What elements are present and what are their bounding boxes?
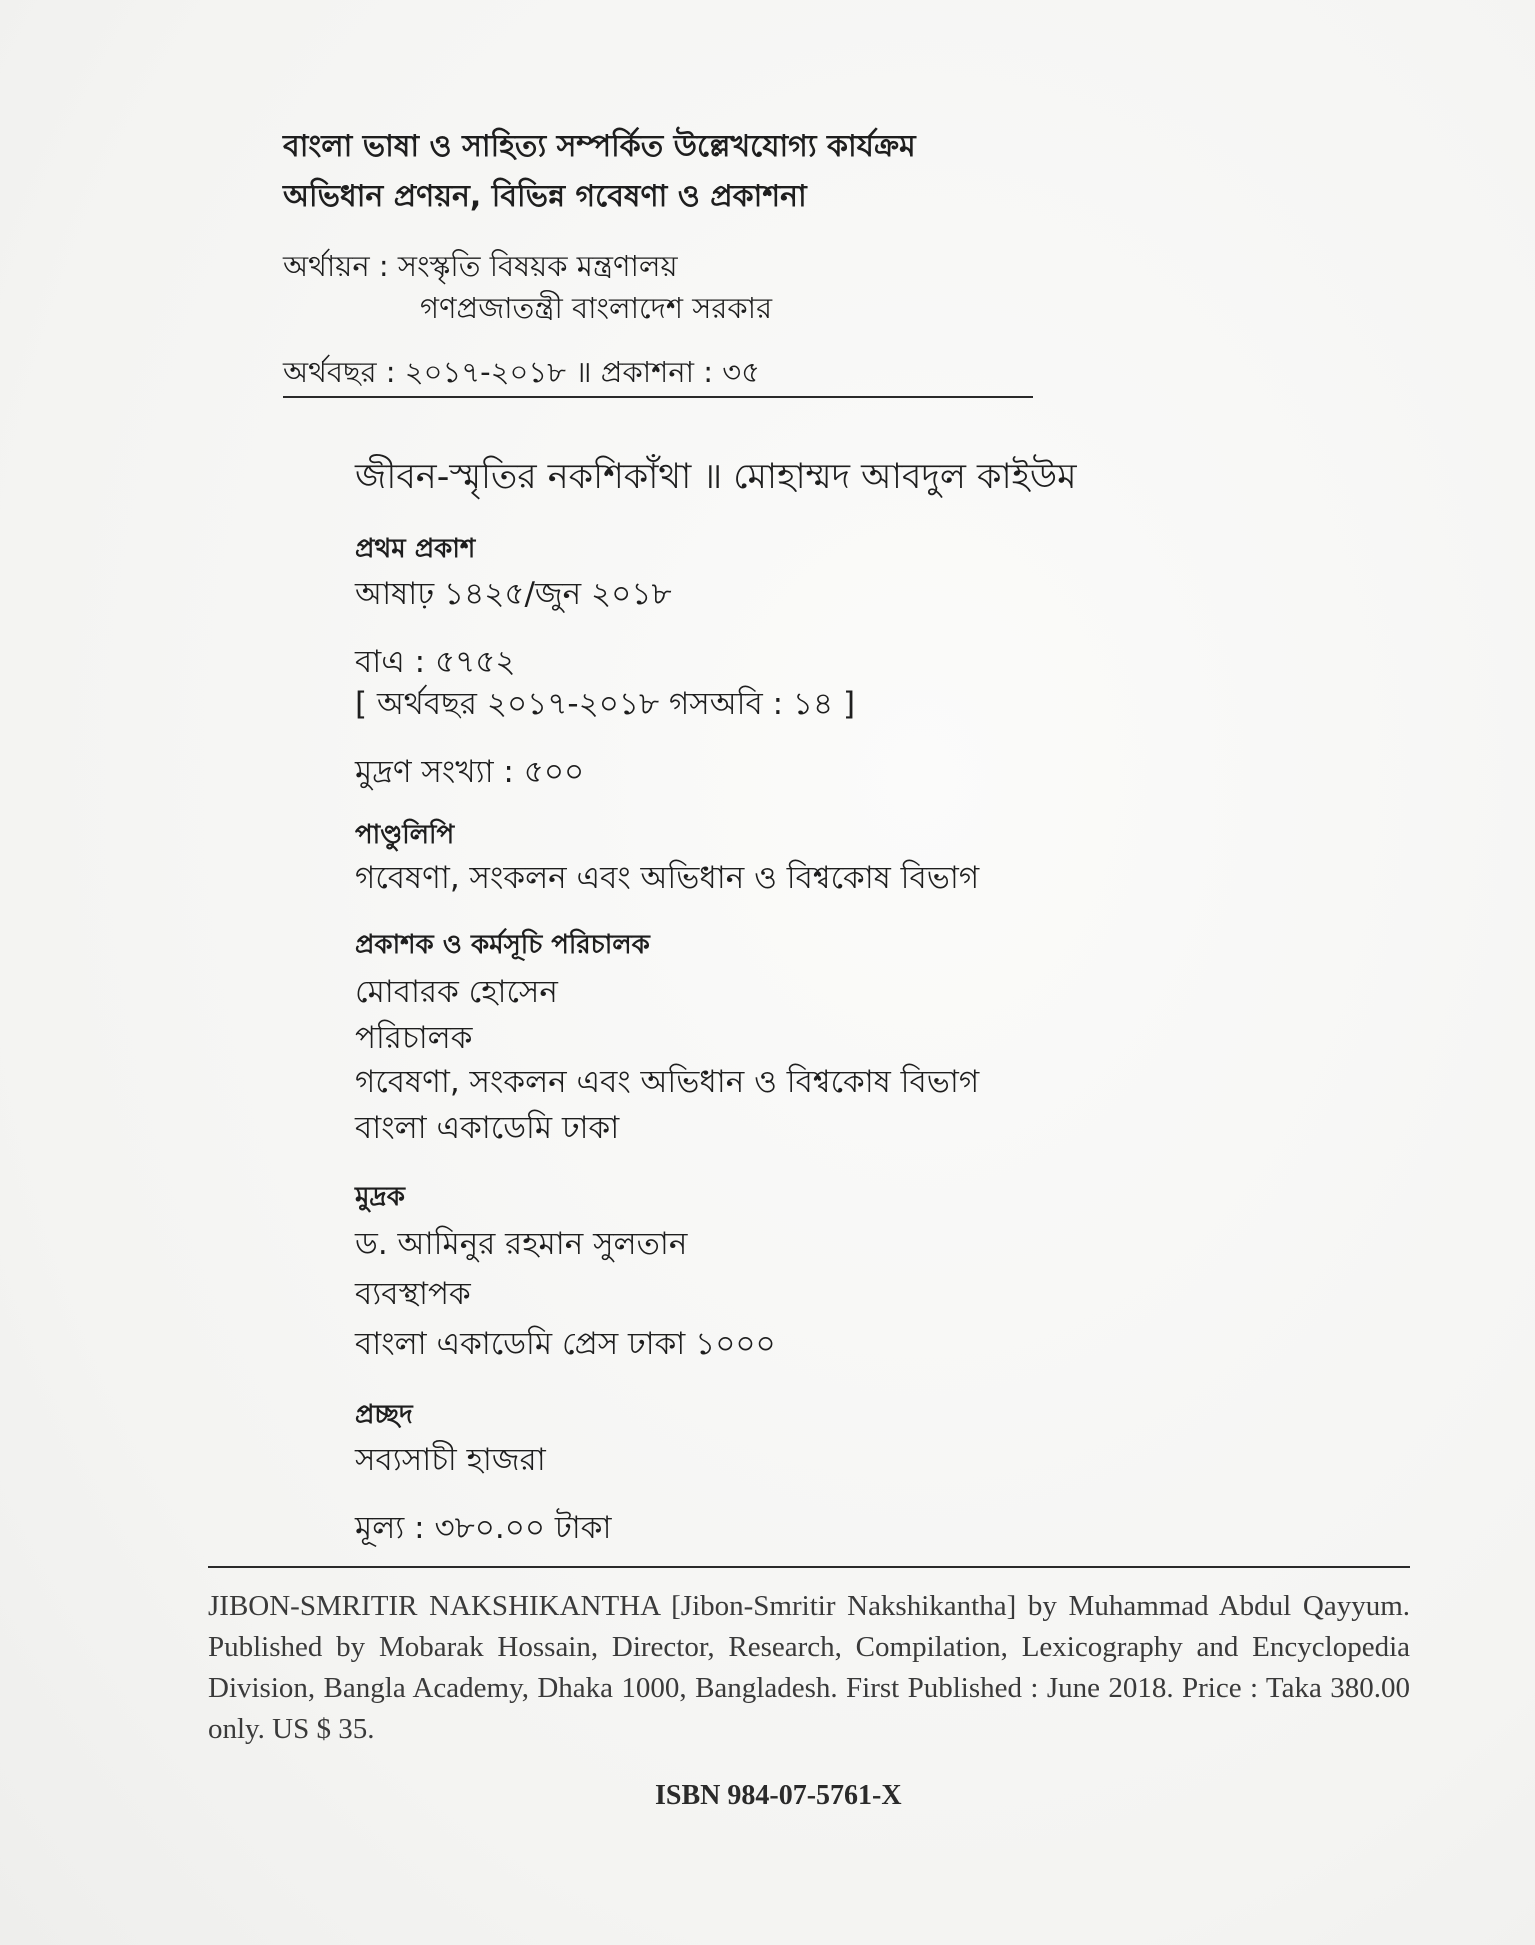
first-pub-label: প্রথম প্রকাশ: [355, 534, 476, 564]
isbn: ISBN 984-07-5761-X: [655, 1780, 902, 1811]
publisher-name: মোবারক হোসেন: [355, 974, 558, 1010]
first-pub-value: আষাঢ় ১৪২৫/জুন ২০১৮: [355, 576, 672, 612]
manuscript-label: পাণ্ডুলিপি: [355, 820, 455, 850]
publisher-dept: গবেষণা, সংকলন এবং অভিধান ও বিশ্বকোষ বিভাগ: [355, 1064, 980, 1100]
printer-name: ড. আমিনুর রহমান সুলতান: [355, 1226, 688, 1262]
cover-label: প্রচ্ছদ: [355, 1400, 413, 1430]
program-line-2: অভিধান প্রণয়ন, বিভিন্ন গবেষণা ও প্রকাশনা: [283, 179, 807, 214]
ba-number: বাএ : ৫৭৫২: [355, 644, 516, 680]
funding-line-1: অর্থায়ন : সংস্কৃতি বিষয়ক মন্ত্রণালয়: [283, 249, 678, 283]
fiscal-code: [ অর্থবছর ২০১৭-২০১৮ গসঅবি : ১৪ ]: [355, 686, 856, 722]
printer-org: বাংলা একাডেমি প্রেস ঢাকা ১০০০: [355, 1326, 776, 1362]
price: মূল্য : ৩৮০.০০ টাকা: [355, 1510, 612, 1546]
book-title-author: জীবন-স্মৃতির নকশিকাঁথা ॥ মোহাম্মদ আবদুল কাইউম: [355, 457, 1077, 497]
printer-label: মুদ্রক: [355, 1182, 405, 1212]
publisher-title: পরিচালক: [355, 1020, 473, 1056]
printer-title: ব্যবস্থাপক: [355, 1276, 471, 1312]
footer-rule: [208, 1566, 1410, 1568]
cover-value: সব্যসাচী হাজরা: [355, 1442, 546, 1478]
publisher-org: বাংলা একাডেমি ঢাকা: [355, 1110, 620, 1146]
print-count: মুদ্রণ সংখ্যা : ৫০০: [355, 754, 585, 790]
english-colophon: JIBON-SMRITIR NAKSHIKANTHA [Jibon-Smritir Nakshikantha] by Muhammad Abdul Qayyum. Published by Mobarak Hossain, Director, Research, Compilation, Lexicography and Encyclopedia Division, Bangla Academy, Dhaka 1000, Bangladesh. First Published : June 2018. Price : Taka 380.00 only. US $ 35.: [208, 1590, 1410, 1745]
fiscal-line: অর্থবছর : ২০১৭-২০১৮ ॥ প্রকাশনা : ৩৫: [283, 355, 760, 389]
header-rule: [283, 396, 1033, 398]
program-line-1: বাংলা ভাষা ও সাহিত্য সম্পর্কিত উল্লেখযোগ্য কার্যক্রম: [283, 129, 916, 164]
manuscript-value: গবেষণা, সংকলন এবং অভিধান ও বিশ্বকোষ বিভাগ: [355, 860, 980, 896]
funding-line-2: গণপ্রজাতন্ত্রী বাংলাদেশ সরকার: [420, 291, 773, 325]
publisher-label: প্রকাশক ও কর্মসূচি পরিচালক: [355, 930, 650, 960]
